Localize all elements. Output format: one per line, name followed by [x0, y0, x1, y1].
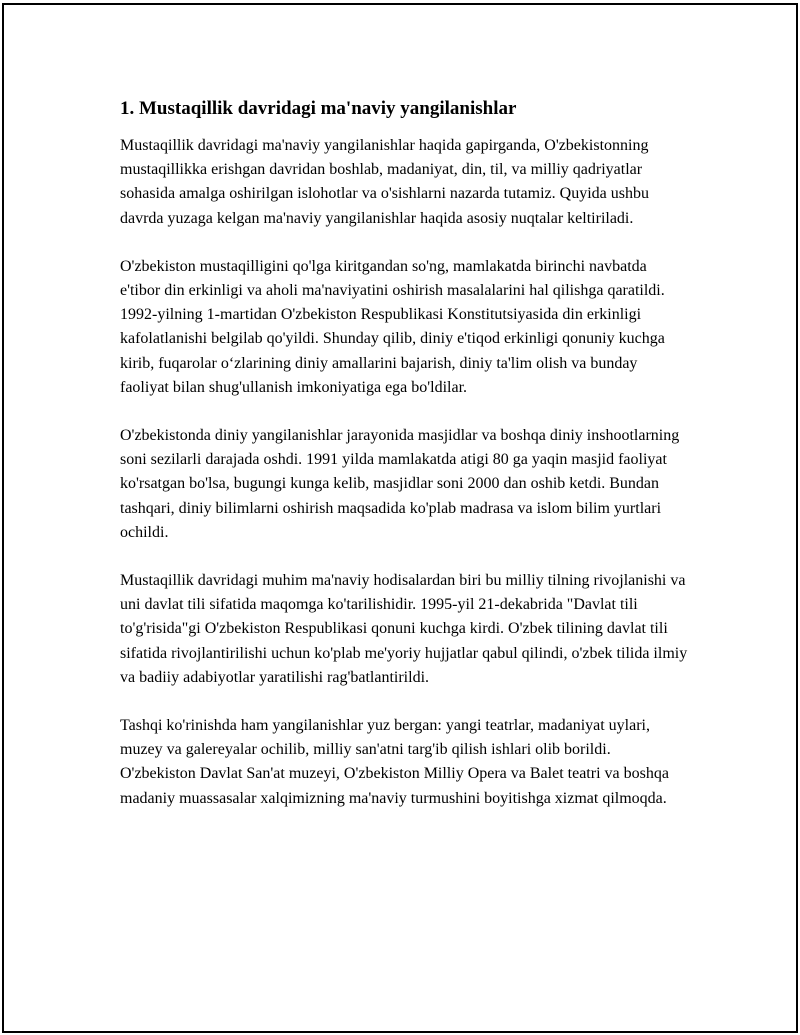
document-page — [2, 3, 798, 1033]
paragraph-religious-freedom: O'zbekiston mustaqilligini qo'lga kiritgandan so'ng, mamlakatda birinchi navbatda e'tibor din erkinligi va aholi ma'naviyatini oshirish masalalarini hal qilishga qaratildi. 1992-yilning 1-martidan O'zbekiston Respublikasi Konstitutsiyasida din erkinligi kafolatlanishi belgilab qo'yildi. Shunday qilib, diniy e'tiqod erkinligi qonuniy kuchga kirib, fuqarolar o‘zlarining diniy amallarini bajarish, diniy ta'lim olish va bunday faoliyat bilan shug'ullanish imkoniyatiga ega bo'ldilar. — [120, 257, 665, 396]
paragraph-culture: Tashqi ko'rinishda ham yangilanishlar yuz bergan: yangi teatrlar, madaniyat uylari, muzey va galereyalar ochilib, milliy san'atni targ'ib qilish ishlari olib borildi. O'zbekiston Davlat San'at muzeyi, O'zbekiston Milliy Opera va Balet teatri va boshqa madaniy muassasalar xalqimizning ma'naviy turmushini boyitishga xizmat qilmoqda. — [120, 717, 669, 807]
paragraph-mosques: O'zbekistonda diniy yangilanishlar jarayonida masjidlar va boshqa diniy inshootlarning soni sezilarli darajada oshdi. 1991 yilda mamlakatda atigi 80 ga yaqin masjid faoliyat ko'rsatgan bo'lsa, bugungi kunga kelib, masjidlar soni 2000 dan oshib ketdi. Bundan tashqari, diniy bilimlarni oshirish maqsadida ko'plab madrasa va islom bilim yurtlari ochildi. — [120, 427, 680, 541]
section-title: 1. Mustaqillik davridagi ma'naviy yangilanishlar — [120, 98, 517, 119]
paragraph-state-language: Mustaqillik davridagi muhim ma'naviy hodisalardan biri bu milliy tilning rivojlanishi va uni davlat tili sifatida maqomga ko'tarilishidir. 1995-yil 21-dekabrida "Davlat tili to'g'risida"gi O'zbekiston Respublikasi qonuni kuchga kirdi. O'zbek tilining davlat tili sifatida rivojlantirilishi uchun ko'plab me'yoriy hujjatlar qabul qilindi, o'zbek tilida ilmiy va badiiy adabiyotlar yaratilishi rag'batlantirildi. — [120, 572, 688, 686]
paragraph-intro: Mustaqillik davridagi ma'naviy yangilanishlar haqida gapirganda, O'zbekistonning mustaqillikka erishgan davridan boshlab, madaniyat, din, til, va milliy qadriyatlar sohasida amalga oshirilgan islohotlar va o'sishlarni nazarda tutamiz. Quyida ushbu davrda yuzaga kelgan ma'naviy yangilanishlar haqida asosiy nuqtalar keltiriladi. — [120, 137, 649, 227]
document-content — [120, 96, 688, 835]
